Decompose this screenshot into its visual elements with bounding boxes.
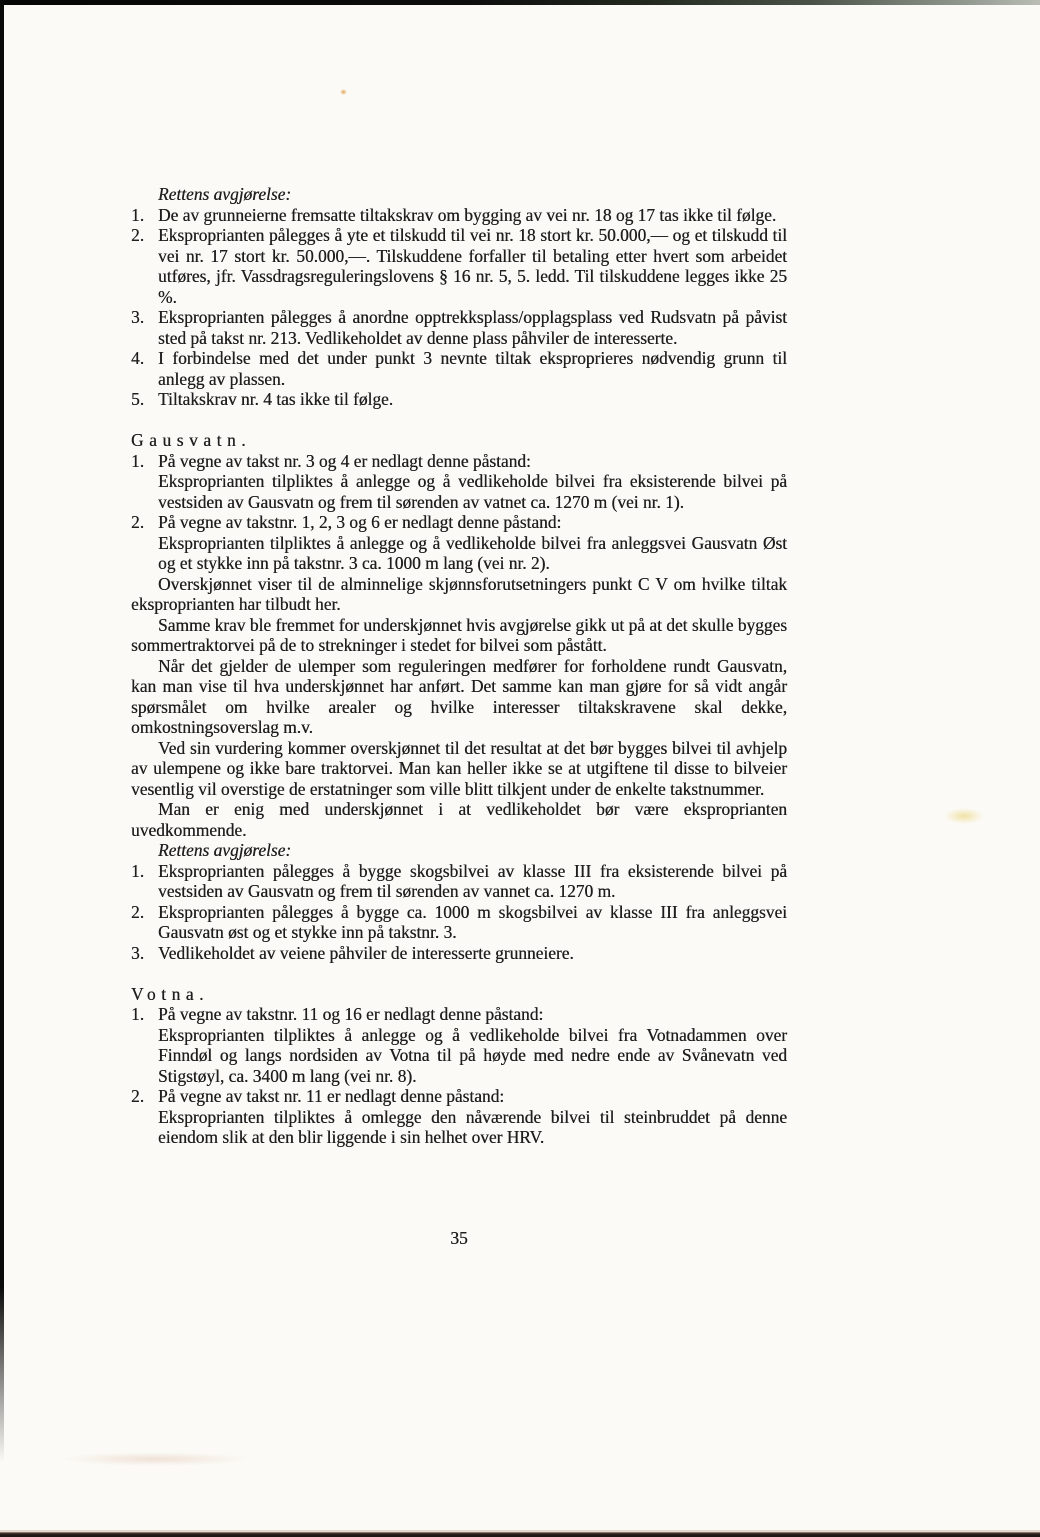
item-text: Vedlikeholdet av veiene påhviler de interesserte grunneiere. bbox=[158, 942, 574, 963]
list-item bbox=[131, 348, 787, 389]
item-text: Tiltakskrav nr. 4 tas ikke til følge. bbox=[158, 389, 394, 409]
list-item bbox=[131, 1086, 787, 1148]
item-number: 2. bbox=[131, 1086, 145, 1106]
item-text: Eksproprianten pålegges å yte et tilskudd til vei nr. 18 stort kr. 50.000,— og et tilskudd til vei nr. 17 stort kr. 50.000,—. Tilskuddene forfaller til betaling etter hvert som arbeidet utføres, jfr. Vassdragsreguleringslovens § 16 nr. 5, 5. ledd. Til tilskuddene legges ikke 25 %. bbox=[158, 225, 787, 307]
gausvatn-ruling-list bbox=[131, 861, 787, 964]
claim-lead: På vegne av takstnr. 11 og 16 er nedlagt denne påstand: bbox=[158, 1004, 544, 1024]
claim-lead: På vegne av takst nr. 3 og 4 er nedlagt denne påstand: bbox=[158, 450, 531, 471]
item-number: 4. bbox=[131, 348, 145, 368]
item-number: 5. bbox=[131, 389, 145, 409]
item-text: Eksproprianten pålegges å bygge ca. 1000 m skogsbilvei av klasse III fra anleggsvei Gausvatn øst og et stykke inn på takstnr. 3. bbox=[158, 901, 787, 942]
votna-claims-list bbox=[131, 1004, 787, 1148]
item-text: Eksproprianten pålegges å bygge skogsbilvei av klasse III fra eksisterende bilvei på vestsiden av Gausvatn og frem til sørenden av vannet ca. 1270 m. bbox=[158, 860, 787, 901]
body-paragraph: Ved sin vurdering kommer overskjønnet til det resultat at det bør bygges bilvei til avhjelp av ulempene og ikke bare traktorvei. Man kan heller ikke se at utgiftene til disse to bilveier vesentlig vil overstige de erstatninger som ville blitt tilkjent under de enkelte takstnummer. bbox=[131, 737, 787, 799]
section-heading-votna: Votna. bbox=[131, 983, 210, 1004]
document-content bbox=[131, 184, 787, 1148]
claim-body: Eksproprianten tilpliktes å omlegge den nåværende bilvei til steinbruddet på denne eiendom slik at den blir liggende i sin helhet over HRV. bbox=[158, 1106, 787, 1147]
item-number: 1. bbox=[131, 450, 145, 471]
claim-lead: På vegne av takstnr. 1, 2, 3 og 6 er nedlagt denne påstand: bbox=[158, 512, 562, 532]
page-number: 35 bbox=[450, 1228, 468, 1248]
item-text: I forbindelse med det under punkt 3 nevnte tiltak eksproprieres nødvendig grunn til anlegg av plassen. bbox=[158, 348, 787, 389]
claim-body: Eksproprianten tilpliktes å anlegge og å vedlikeholde bilvei fra eksisterende bilvei på vestsiden av Gausvatn og frem til sørenden av vatnet ca. 1270 m (vei nr. 1). bbox=[158, 471, 787, 512]
ruling-heading: Rettens avgjørelse: bbox=[158, 840, 292, 860]
list-item bbox=[131, 307, 787, 348]
list-item bbox=[131, 943, 787, 964]
item-text: De av grunneierne fremsatte tiltakskrav om bygging av vei nr. 18 og 17 tas ikke til følge. bbox=[158, 204, 777, 225]
body-paragraph: Når det gjelder de ulemper som reguleringen medfører for forholdene rundt Gausvatn, kan man vise til hva underskjønnet har anført. Det samme kan man gjøre for så vidt angår spørsmålet om hvilke arealer og hvilke interesser tiltakskravene skal dekke, omkostningsoverslag m.v. bbox=[131, 655, 787, 737]
body-paragraph: Man er enig med underskjønnet i at vedlikeholdet bør være eksproprianten uvedkommende. bbox=[131, 799, 787, 840]
rudsvatn-ruling-list bbox=[131, 205, 787, 410]
section-heading-gausvatn: Gausvatn. bbox=[131, 430, 252, 450]
item-number: 3. bbox=[131, 307, 145, 327]
scan-smudge bbox=[60, 1452, 250, 1466]
item-number: 2. bbox=[131, 512, 145, 532]
claim-body: Eksproprianten tilpliktes å anlegge og å vedlikeholde bilvei fra anleggsvei Gausvatn Øst og et stykke inn på takstnr. 3 ca. 1000 m lang (vei nr. 2). bbox=[158, 532, 787, 573]
scan-edge-top bbox=[0, 0, 1040, 5]
list-item bbox=[131, 512, 787, 574]
item-text: Eksproprianten pålegges å anordne opptrekksplass/opplagsplass ved Rudsvatn på påvist sted på takst nr. 213. Vedlikeholdet av denne plass påhviler de interesserte. bbox=[158, 307, 787, 348]
list-item bbox=[131, 861, 787, 902]
item-number: 2. bbox=[131, 225, 145, 245]
list-item bbox=[131, 205, 787, 226]
list-item bbox=[131, 451, 787, 513]
item-number: 2. bbox=[131, 901, 145, 922]
item-number: 1. bbox=[131, 204, 145, 225]
list-item bbox=[131, 225, 787, 307]
gausvatn-claims-list bbox=[131, 451, 787, 574]
body-paragraph: Overskjønnet viser til de alminnelige skjønnsforutsetningers punkt C V om hvilke tiltak eksproprianten har tilbudt her. bbox=[131, 573, 787, 614]
item-number: 1. bbox=[131, 1004, 145, 1024]
scan-smudge bbox=[340, 89, 347, 95]
list-item bbox=[131, 1004, 787, 1086]
item-number: 3. bbox=[131, 942, 145, 963]
claim-lead: På vegne av takst nr. 11 er nedlagt denne påstand: bbox=[158, 1086, 505, 1106]
claim-body: Eksproprianten tilpliktes å anlegge og å vedlikeholde bilvei fra Votnadammen over Finndøl og langs nordsiden av Votna til på høyde med nedre ende av Svånevatn ved Stigstøyl, ca. 3400 m lang (vei nr. 8). bbox=[158, 1024, 787, 1086]
list-item bbox=[131, 902, 787, 943]
scan-edge-left bbox=[0, 0, 4, 1462]
scan-smudge bbox=[944, 808, 984, 824]
item-number: 1. bbox=[131, 860, 145, 881]
scan-edge-bottom bbox=[0, 1530, 1040, 1537]
ruling-heading: Rettens avgjørelse: bbox=[158, 184, 292, 204]
list-item bbox=[131, 389, 787, 410]
body-paragraph: Samme krav ble fremmet for underskjønnet hvis avgjørelse gikk ut på at det skulle bygges sommertraktorvei på de to strekninger i stedet for bilvei som påstått. bbox=[131, 614, 787, 655]
